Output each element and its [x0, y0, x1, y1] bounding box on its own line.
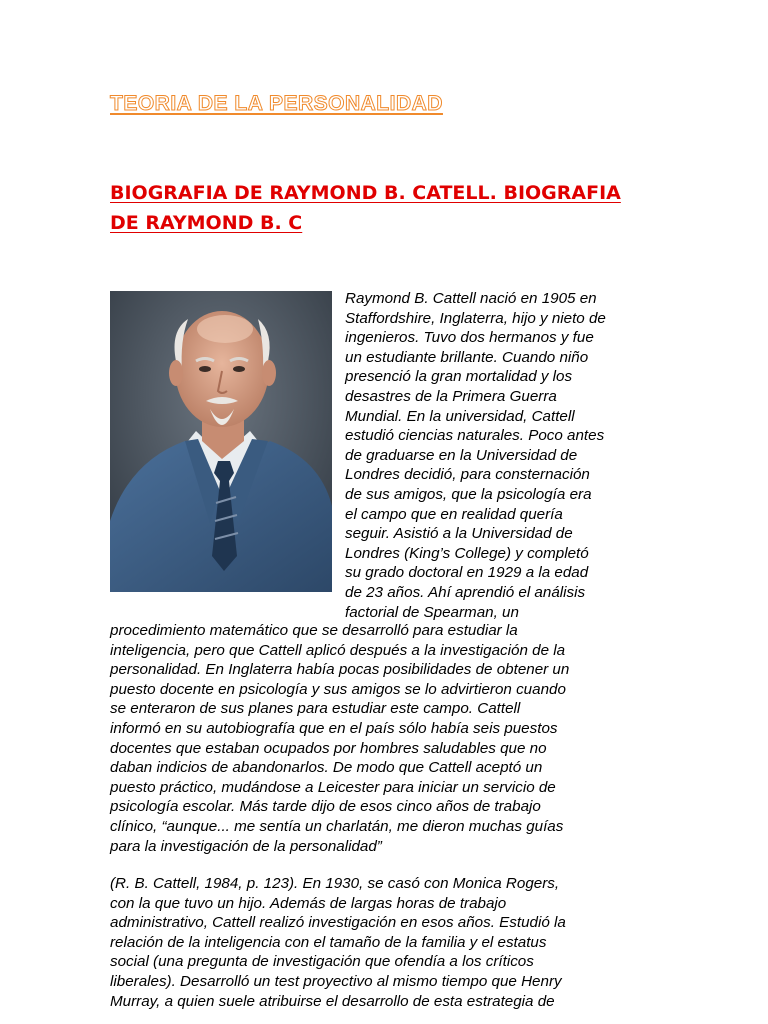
portrait-photo	[110, 291, 332, 592]
text-line: psicología escolar. Más tarde dijo de esos cinco años de trabajo	[110, 798, 541, 816]
text-line: docentes que estaban ocupados por hombres saludables que no	[110, 739, 547, 757]
body-paragraph	[110, 874, 658, 1011]
text-line: (R. B. Cattell, 1984, p. 123). En 1930, se casó con Monica Rogers,	[110, 875, 560, 892]
text-line: Londres decidió, para consternación	[345, 466, 590, 484]
text-line: de 23 años. Ahí aprendió el análisis	[345, 583, 586, 601]
text-line: Staffordshire, Inglaterra, hijo y nieto de	[345, 309, 606, 327]
text-line: personalidad. En Inglaterra había pocas posibilidades de obtener un	[110, 661, 570, 679]
text-line: estudió ciencias naturales. Poco antes	[345, 427, 605, 445]
text-line: para la investigación de la personalidad”	[110, 837, 382, 855]
portrait-photo-icon	[110, 291, 332, 592]
text-line: su grado doctoral en 1929 a la edad	[345, 564, 589, 582]
text-line: daban indicios de abandonarlos. De modo que Cattell aceptó un	[110, 759, 543, 777]
text-line: inteligencia, pero que Cattell aplicó después a la investigación de la	[110, 641, 566, 659]
text-line: un estudiante brillante. Cuando niño	[345, 348, 589, 366]
text-line: social (una pregunta de investigación que ofendía a los críticos	[110, 953, 534, 971]
text-line: seguir. Asistió a la Universidad de	[345, 525, 573, 543]
text-line: se enteraron de sus planes para estudiar este campo. Cattell	[110, 700, 521, 718]
text-line: Raymond B. Cattell nació en 1905 en	[345, 290, 597, 307]
biography-heading	[110, 178, 670, 238]
text-line: puesto práctico, mudándose a Leicester para iniciar un servicio de	[110, 778, 556, 796]
text-line: de sus amigos, que la psicología era	[345, 485, 592, 503]
text-line: Londres (King’s College) y completó	[345, 544, 589, 562]
wrap-paragraph	[345, 289, 660, 622]
text-line: relación de la inteligencia con el tamaño de la familia y el estatus	[110, 933, 547, 951]
text-line: liberales). Desarrolló un test proyectivo al mismo tiempo que Henry	[110, 972, 562, 990]
biography-heading-line: DE RAYMOND B. C	[110, 212, 303, 234]
text-line: Murray, a quien suele atribuirse el desarrollo de esta estrategia de	[110, 992, 555, 1010]
text-line: puesto docente en psicología y sus amigos se lo advirtieron cuando	[110, 680, 566, 698]
text-line: desastres de la Primera Guerra	[345, 387, 557, 405]
text-line: Mundial. En la universidad, Cattell	[345, 407, 575, 425]
text-line: factorial de Spearman, un	[345, 603, 519, 621]
text-line: administrativo, Cattell realizó investigación en esos años. Estudió la	[110, 914, 566, 932]
body-paragraph	[110, 621, 658, 856]
text-line: procedimiento matemático que se desarrolló para estudiar la	[110, 622, 518, 639]
text-line: informó en su autobiografía que en el país sólo había seis puestos	[110, 719, 558, 737]
text-line: con la que tuvo un hijo. Además de largas horas de trabajo	[110, 894, 507, 912]
text-line: ingenieros. Tuvo dos hermanos y fue	[345, 329, 594, 347]
document-title: TEORIA DE LA PERSONALIDAD	[110, 92, 443, 115]
text-line: presenció la gran mortalidad y los	[345, 368, 573, 386]
text-line: clínico, “aunque... me sentía un charlatán, me dieron muchas guías	[110, 817, 564, 835]
biography-heading-line: BIOGRAFIA DE RAYMOND B. CATELL. BIOGRAFIA	[110, 182, 621, 204]
text-line: de graduarse en la Universidad de	[345, 446, 578, 464]
text-line: el campo que en realidad quería	[345, 505, 563, 523]
